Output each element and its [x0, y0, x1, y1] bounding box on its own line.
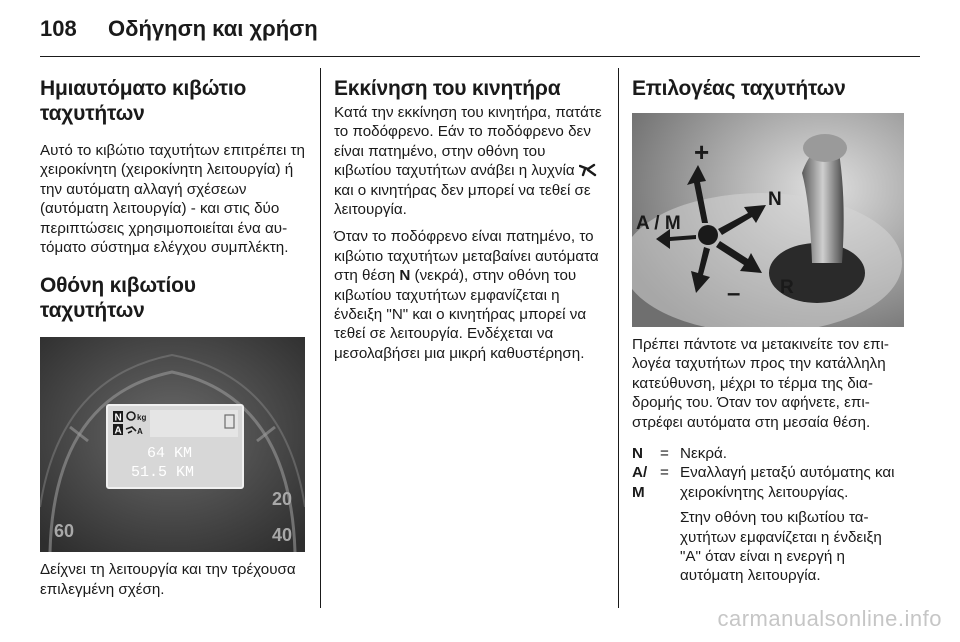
- heading-engine-start: Εκκίνηση του κινητήρα: [334, 77, 561, 100]
- gauge-scale-60: 60: [54, 521, 75, 542]
- engine-start-paragraph-1: [334, 103, 604, 219]
- column-divider-1: [320, 68, 321, 608]
- gear-selector-paragraph: Πρέπει πάντοτε να μετακινείτε τον επιλογέα ταχυτήτων προς την κατάλληλη κατεύθυνση, μέχρι το τέρμα της διαδρομής του. Όταν τον αφήνετε, επιστρέφει αυτόματα στη μεσαία θέση.: [632, 336, 889, 431]
- header-rule: [40, 56, 920, 57]
- legend-value: Εναλλαγή μεταξύ αυτόματης και χειροκίνητης λειτουργίας.: [680, 464, 895, 501]
- heading-gear-selector: Επιλογέας ταχυτήτων: [632, 77, 846, 100]
- diagram-n-label: N: [768, 189, 782, 210]
- page-number: 108: [40, 16, 77, 41]
- display-caption: Δείχνει τη λειτουργία και την τρέχουσα επιλεγμένη σχέση.: [40, 561, 296, 598]
- display-odometer-1: 64 KM: [147, 445, 193, 463]
- column-3: [632, 64, 904, 586]
- brake-pedal-warning-icon: [579, 163, 597, 177]
- page-section-title: Οδήγηση και χρήση: [108, 16, 318, 41]
- heading-semi-automatic-transmission: [40, 76, 306, 126]
- heading-transmission-display: Οθόνη κιβωτίου ταχυτήτων: [40, 274, 196, 323]
- legend-note: Στην οθόνη του κιβωτίου ταχυτήτων εμφανίζεται η ένδειξη "A" όταν είναι η ενεργή η αυτόματη λειτουργία.: [680, 509, 882, 585]
- neutral-bold-label: N: [399, 267, 411, 285]
- display-kg-label: kg: [137, 413, 147, 423]
- gear-selector-illustration: [632, 113, 904, 327]
- svg-text:A: A: [137, 427, 143, 437]
- legend-row: [632, 463, 904, 502]
- paragraph-text: και ο κινητήρας δεν μπορεί να τεθεί σε λειτουργία.: [334, 181, 591, 219]
- gear-legend: [632, 444, 904, 502]
- display-odometer-2: 51.5 KM: [131, 464, 195, 482]
- diagram-plus-label: +: [694, 137, 710, 167]
- legend-key: N: [632, 445, 643, 463]
- display-indicator-n: N: [114, 412, 122, 424]
- heading-line-1: Ημιαυτόματο κιβώτιο: [40, 77, 247, 100]
- diagram-r-label: R: [780, 277, 794, 298]
- paragraph-text: Όταν το ποδόφρενο είναι πατημένο, το κιβώτιο ταχυτήτων μεταβαίνει αυτόματα στη θέση: [334, 228, 599, 285]
- intro-paragraph: Αυτό το κιβώτιο ταχυτήτων επιτρέπει τη χειροκίνητη (χειροκίνητη λειτουργία) ή την αυτόματη αλλαγή σχέσεων (αυτόματη λειτουργία) - και στις δύο περιπτώσεις χρησιμοποιείται ένα αυτόματο σύστημα ελέγχου συμπλέκτη.: [40, 142, 306, 257]
- paragraph-text: Κατά την εκκίνηση του κινητήρα, πατάτε το ποδόφρενο. Εάν το ποδόφρενο δεν είναι πατημένο, στην οθόνη του κιβωτίου ταχυτήτων ανάβει η λυχνία: [334, 104, 602, 180]
- column-1: [40, 64, 306, 599]
- legend-equals: =: [660, 445, 669, 463]
- page-header: [40, 16, 318, 42]
- selector-center-dot: [698, 225, 718, 245]
- gauge-scale-20: 20: [272, 489, 293, 510]
- legend-equals: =: [660, 464, 669, 482]
- heading-line-2: ταχυτήτων: [40, 102, 145, 125]
- display-indicator-a: A: [114, 425, 122, 437]
- column-2: [334, 64, 604, 363]
- gauge-scale-40: 40: [272, 525, 293, 546]
- legend-row: [632, 444, 904, 463]
- paragraph-text: (νεκρά), στην οθόνη του κιβωτίου ταχυτήτων εμφανίζεται η ένδειξη "N" και ο κινητήρας μπορεί να τεθεί σε λειτουργία. Ενδέχεται να μεσολαβήσει μια μικρή καθυστέρηση.: [334, 267, 587, 362]
- column-divider-2: [618, 68, 619, 608]
- legend-key: A/ M: [632, 464, 648, 501]
- diagram-minus-label: –: [727, 280, 741, 307]
- legend-value: Νεκρά.: [680, 445, 727, 463]
- watermark: carmanualsonline.info: [717, 606, 942, 631]
- transmission-display-illustration: [40, 337, 305, 552]
- diagram-am-label: A / M: [636, 213, 681, 234]
- engine-start-paragraph-2: [334, 227, 604, 363]
